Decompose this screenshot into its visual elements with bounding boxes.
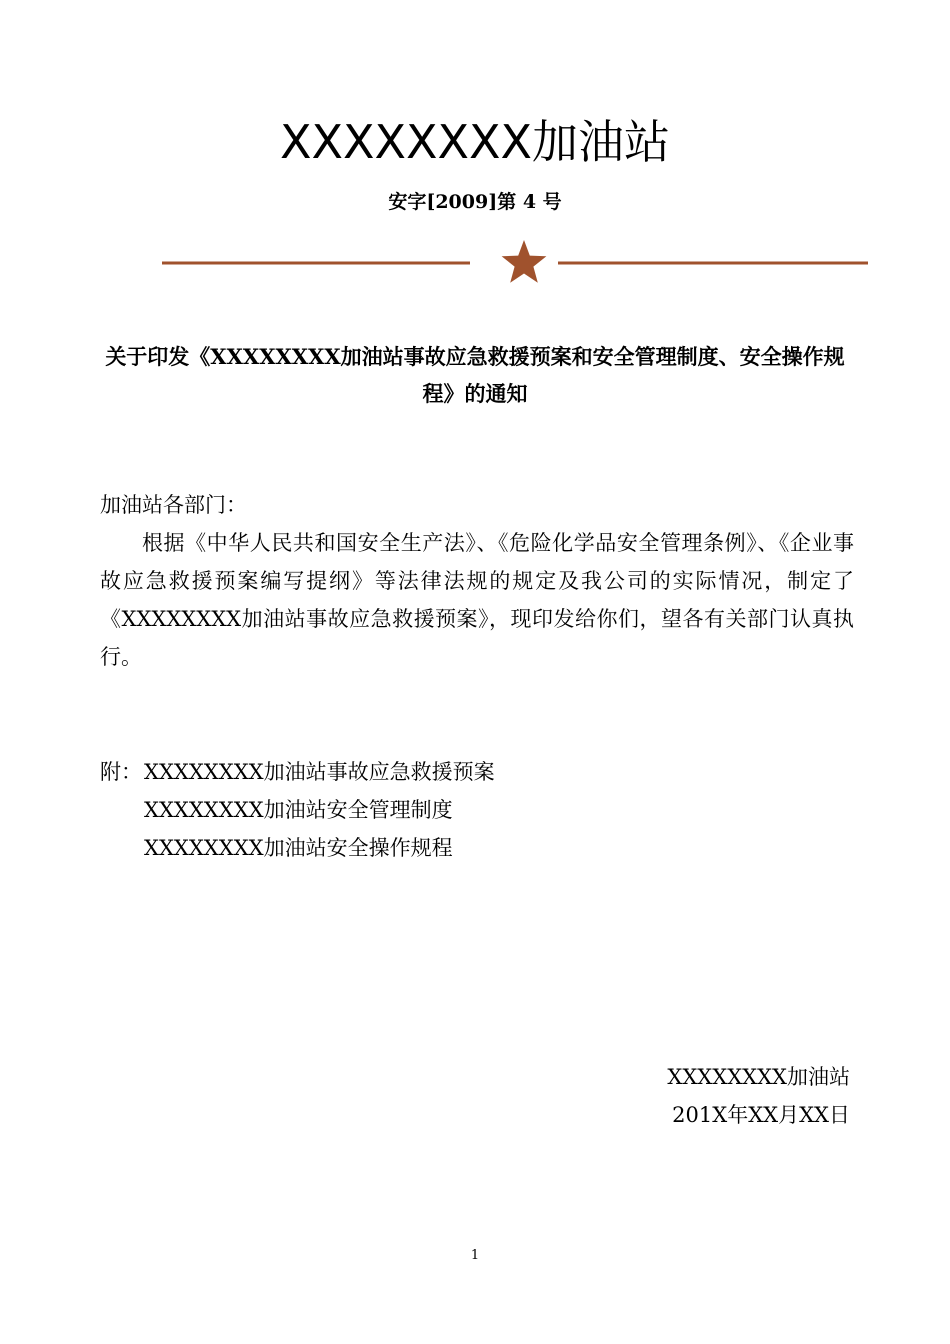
attachment-prefix: 附： <box>100 760 142 784</box>
document-title: XXXXXXXX加油站 <box>279 115 671 169</box>
star-icon <box>502 240 547 283</box>
attachment-item <box>100 829 495 867</box>
signature-org: XXXXXXXX加油站 <box>667 1065 850 1089</box>
attachment-item <box>100 753 495 791</box>
notice-title <box>100 338 850 412</box>
attachments-list <box>100 753 495 867</box>
notice-title-line-2: 程》的通知 <box>422 381 528 406</box>
attachment-item-3: XXXXXXXX加油站安全操作规程 <box>144 836 453 860</box>
document-number: 安字[2009]第 4 号 <box>388 191 562 213</box>
signature-date: 201X年XX月XX日 <box>672 1103 850 1127</box>
signature-block <box>667 1058 850 1134</box>
attachment-item <box>100 791 495 829</box>
notice-title-line-1: 关于印发《XXXXXXXX加油站事故应急救援预案和安全管理制度、安全操作规 <box>105 344 845 369</box>
salutation: 加油站各部门： <box>100 493 247 517</box>
header-separator <box>162 236 868 286</box>
attachment-item-2: XXXXXXXX加油站安全管理制度 <box>144 798 453 822</box>
page-number: 1 <box>470 1248 480 1263</box>
body-paragraph: 根据《中华人民共和国安全生产法》、《危险化学品安全管理条例》、《企业事故应急救援预案编写提纲》等法律法规的规定及我公司的实际情况，制定了《XXXXXXXX加油站事故应急救援预案》，现印发给你们，望各有关部门认真执行。 <box>100 531 854 669</box>
attachment-item-1: XXXXXXXX加油站事故应急救援预案 <box>144 760 495 784</box>
